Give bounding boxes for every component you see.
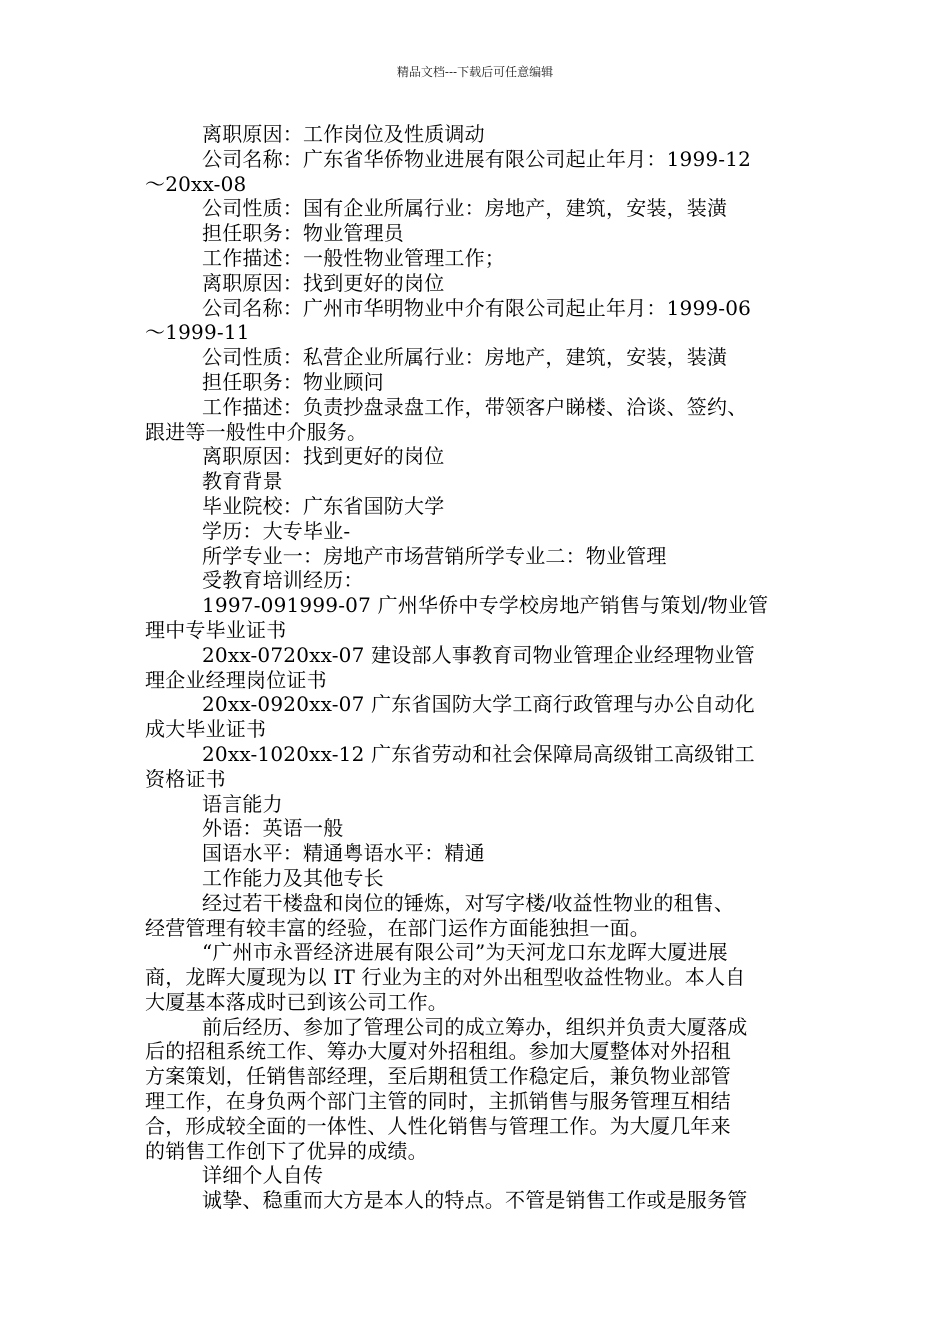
text-line: 理企业经理岗位证书 xyxy=(145,667,327,692)
text-line: 公司性质：国有企业所属行业：房地产，建筑，安装，装潢 xyxy=(202,196,728,221)
text-line: ～1999-11 xyxy=(145,320,250,345)
text-line: 外语：英语一般 xyxy=(202,816,344,841)
text-line: 担任职务：物业管理员 xyxy=(202,221,404,246)
text-line: 公司名称：广东省华侨物业进展有限公司起止年月：1999-12 xyxy=(202,146,752,171)
text-line: 教育背景 xyxy=(202,469,283,494)
text-line: 离职原因：找到更好的岗位 xyxy=(202,270,445,295)
text-line: “广州市永晋经济进展有限公司”为天河龙口东龙晖大厦进展 xyxy=(202,940,728,965)
text-line: 跟进等一般性中介服务。 xyxy=(145,419,368,444)
text-line: 公司性质：私营企业所属行业：房地产，建筑，安装，装潢 xyxy=(202,345,728,370)
text-line: 学历：大专毕业- xyxy=(202,518,351,543)
text-line: 离职原因：工作岗位及性质调动 xyxy=(202,122,485,146)
text-line: 前后经历、参加了管理公司的成立筹办，组织并负责大厦落成 xyxy=(202,1014,748,1039)
text-line: 国语水平：精通粤语水平：精通 xyxy=(202,841,485,866)
text-line: 公司名称：广州市华明物业中介有限公司起止年月：1999-06 xyxy=(202,295,752,320)
text-line: 成大毕业证书 xyxy=(145,717,267,742)
text-line: 方案策划，任销售部经理，至后期租赁工作稳定后，兼负物业部管 xyxy=(145,1064,731,1089)
text-line: 合，形成较全面的一体性、人性化销售与管理工作。为大厦几年来 xyxy=(145,1113,731,1138)
page-header: 精品文档---下载后可任意编辑 xyxy=(396,65,554,79)
text-line: 20xx-0920xx-07 广东省国防大学工商行政管理与办公自动化 xyxy=(202,692,755,717)
text-line: 经营管理有较丰富的经验，在部门运作方面能独担一面。 xyxy=(145,915,650,940)
text-line: 受教育培训经历： xyxy=(202,568,364,593)
text-line: ～20xx-08 xyxy=(145,171,247,196)
text-line: 1997-091999-07 广州华侨中专学校房地产销售与策划/物业管 xyxy=(202,593,769,618)
text-line: 担任职务：物业顾问 xyxy=(202,369,384,394)
text-line: 工作描述：一般性物业管理工作； xyxy=(202,245,505,270)
text-line: 工作能力及其他专长 xyxy=(202,865,384,890)
text-line: 经过若干楼盘和岗位的锤炼，对写字楼/收益性物业的租售、 xyxy=(202,890,735,915)
text-line: 毕业院校：广东省国防大学 xyxy=(202,493,445,518)
text-line: 后的招租系统工作、筹办大厦对外招租组。参加大厦整体对外招租 xyxy=(145,1039,731,1064)
document-body xyxy=(145,122,810,1213)
text-line: 工作描述：负责抄盘录盘工作，带领客户睇楼、洽谈、签约、 xyxy=(202,394,748,419)
text-line: 商，龙晖大厦现为以 IT 行业为主的对外出租型收益性物业。本人自 xyxy=(145,965,746,990)
text-line: 20xx-0720xx-07 建设部人事教育司物业管理企业经理物业管 xyxy=(202,642,755,667)
text-line: 20xx-1020xx-12 广东省劳动和社会保障局高级钳工高级钳工 xyxy=(202,741,755,766)
text-line: 资格证书 xyxy=(145,766,226,791)
text-line: 理工作，在身负两个部门主管的同时，主抓销售与服务管理互相结 xyxy=(145,1089,731,1114)
text-line: 详细个人自传 xyxy=(202,1163,324,1188)
text-line: 诚挚、稳重而大方是本人的特点。不管是销售工作或是服务管 xyxy=(202,1188,748,1213)
text-line: 的销售工作创下了优异的成绩。 xyxy=(145,1138,428,1163)
text-line: 语言能力 xyxy=(202,791,283,816)
text-line: 理中专毕业证书 xyxy=(145,617,287,642)
text-line: 所学专业一：房地产市场营销所学专业二：物业管理 xyxy=(202,543,667,568)
text-line: 离职原因：找到更好的岗位 xyxy=(202,444,445,469)
text-line: 大厦基本落成时已到该公司工作。 xyxy=(145,989,448,1014)
